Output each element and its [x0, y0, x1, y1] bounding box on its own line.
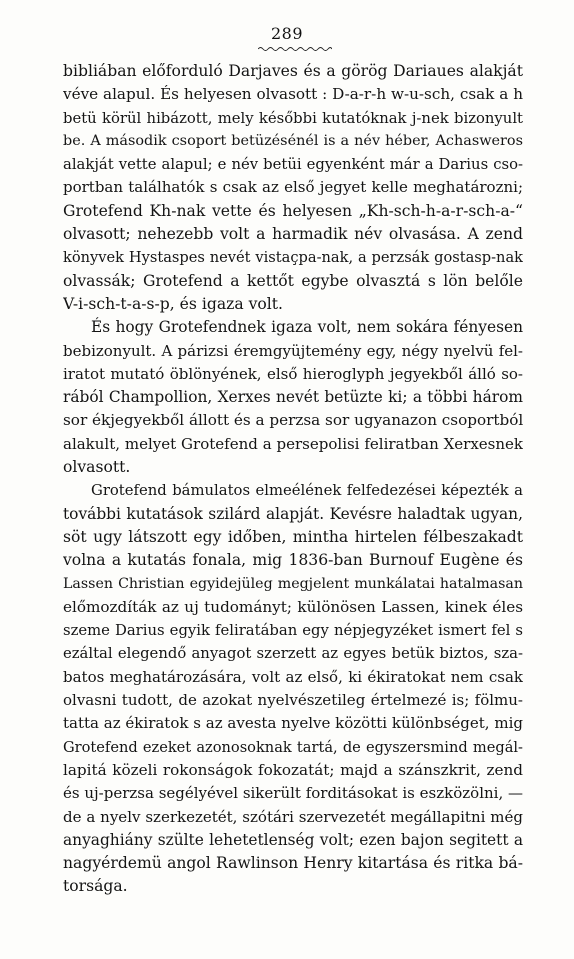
- text-line: ezáltal elegendő anyagot szerzett az egyes betük biztos, sza-: [63, 645, 523, 663]
- text-line: rából Champollion, Xerxes nevét betüzte ki; a többi három: [63, 388, 523, 407]
- wavy-rule-ornament: [258, 46, 332, 52]
- text-line: olvasni tudott, de azokat nyelvészetileg értelmezé is; fölmu-: [63, 691, 523, 710]
- text-line: de a nyelv szerkezetét, szótári szervezetét megállapitni még: [63, 807, 523, 826]
- text-line: bebizonyult. A párizsi éremgyüjtemény egy, négy nyelvü fel-: [63, 341, 523, 360]
- text-line: véve alapul. És helyesen olvasott : D-a-r-h w-u-sch, csak a h: [63, 85, 523, 104]
- text-line: Grotefend Kh-nak vette és helyesen „Kh-sch-h-a-r-sch-a-“: [63, 201, 523, 220]
- text-line: olvassák; Grotefend a kettőt egybe olvasztá s lön belőle: [63, 271, 523, 290]
- text-line: És hogy Grotefendnek igaza volt, nem sokára fényesen: [91, 318, 523, 337]
- text-line: olvasott.: [63, 458, 131, 477]
- text-line: nagyérdemü angol Rawlinson Henry kitartása és ritka bá-: [63, 854, 523, 873]
- text-line: betü körül hibázott, mely későbbi kutatóknak j-nek bizonyult: [63, 109, 523, 127]
- text-line: további kutatások szilárd alapját. Kevésre haladtak ugyan,: [63, 504, 523, 523]
- page-number: 289: [270, 24, 304, 43]
- text-line: alakját vette alapul; e név betüi egyenként már a Darius cso-: [63, 156, 523, 174]
- text-line: söt ugy látszott egy időben, mintha hirtelen félbeszakadt: [63, 527, 523, 546]
- text-line: sor ékjegyekből állott és a perzsa sor ugyanazon csoportból: [63, 411, 523, 430]
- text-line: könyvek Hystaspes nevét vistaçpa-nak, a perzsák gostasp-nak: [63, 249, 523, 267]
- text-line: bibliában előforduló Darjaves és a görög Dariaues alakját: [63, 62, 523, 80]
- text-line: tatta az ékiratok s az avesta nyelve közötti különbséget, mig: [63, 714, 523, 733]
- text-line: lapitá közeli rokonságok fokozatát; majd a szánszkrit, zend: [63, 760, 523, 779]
- text-line: torsága.: [63, 877, 128, 896]
- text-line: be. A második csoport betüzésénél is a név héber, Achasweros: [63, 132, 523, 149]
- text-line: Grotefend ezeket azonosoknak tartá, de egyszersmind megál-: [63, 738, 523, 756]
- text-line: alakult, melyet Grotefend a persepolisi feliratban Xerxesnek: [63, 434, 523, 453]
- text-line: V-i-sch-t-a-s-p, és igaza volt.: [63, 294, 284, 313]
- text-line: Lassen Christian egyidejüleg megjelent munkálatai hatalmasan: [63, 575, 523, 592]
- text-line: Grotefend bámulatos elmeélének felfedezései képezték a: [91, 482, 523, 500]
- text-line: volna a kutatás fonala, mig 1836-ban Burnouf Eugène és: [63, 551, 523, 570]
- text-line: batos meghatározására, volt az első, ki ékiratokat nem csak: [63, 667, 523, 686]
- text-line: előmozdíták az uj tudományt; különösen Lassen, kinek éles: [63, 597, 523, 616]
- text-line: portban találhatók s csak az első jegyet kelle meghatározni;: [63, 178, 523, 197]
- body-text: [63, 60, 523, 899]
- text-line: szeme Darius egyik feliratában egy népjegyzéket ismert fel s: [63, 622, 523, 640]
- text-line: és uj-perzsa segélyével sikerült forditásokat is eszközölni, —: [63, 784, 523, 803]
- text-line: iratot mutató öblönyének, első hieroglyph jegyekből álló so-: [63, 364, 523, 383]
- text-line: anyaghiány szülte lehetetlenség volt; ezen bajon segitett a: [63, 830, 523, 849]
- text-line: olvasott; nehezebb volt a harmadik név olvasása. A zend: [63, 225, 523, 244]
